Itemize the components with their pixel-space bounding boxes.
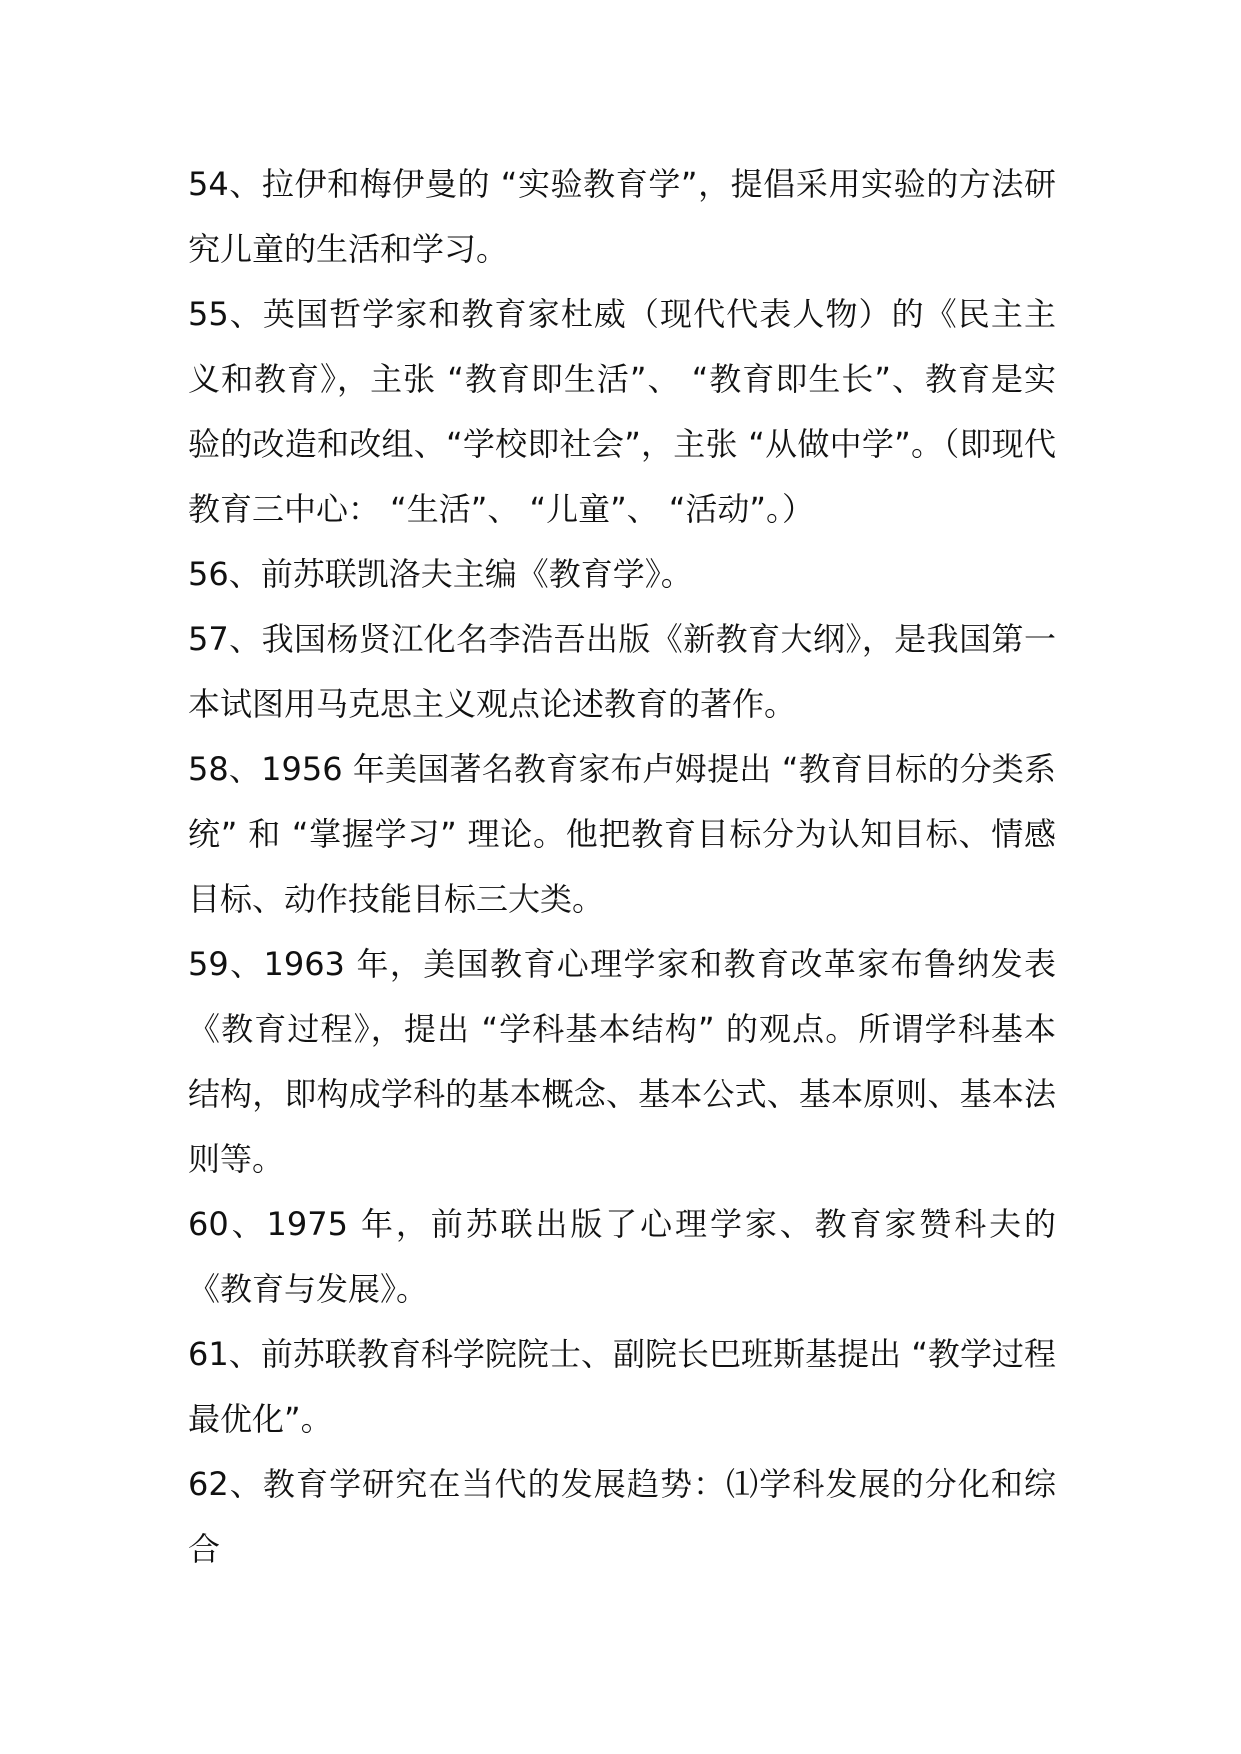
paragraph-56: 56、前苏联凯洛夫主编《教育学》。	[188, 555, 693, 593]
document-body	[188, 152, 1056, 1582]
paragraph-55: 55、英国哲学家和教育家杜威（现代代表人物）的《民主主义和教育》，主张 “教育即生活”、 “教育即生长”、教育是实验的改造和改组、“学校即社会”，主张 “从做中学”。（即现代教育三中心： “生活”、 “儿童”、 “活动”。）	[188, 295, 1056, 528]
paragraph-57: 57、我国杨贤江化名李浩吾出版《新教育大纲》，是我国第一本试图用马克思主义观点论述教育的著作。	[188, 620, 1056, 723]
paragraph-60: 60、1975 年，前苏联出版了心理学家、教育家赞科夫的《教育与发展》。	[188, 1205, 1056, 1308]
paragraph-58: 58、1956 年美国著名教育家布卢姆提出 “教育目标的分类系统” 和 “掌握学习” 理论。他把教育目标分为认知目标、情感目标、动作技能目标三大类。	[188, 750, 1056, 918]
paragraph-61: 61、前苏联教育科学院院士、副院长巴班斯基提出 “教学过程最优化”。	[188, 1335, 1056, 1438]
paragraph-59: 59、1963 年，美国教育心理学家和教育改革家布鲁纳发表《教育过程》，提出 “学科基本结构” 的观点。所谓学科基本结构，即构成学科的基本概念、基本公式、基本原则、基本法则等。	[188, 945, 1056, 1178]
paragraph-54: 54、拉伊和梅伊曼的 “实验教育学”，提倡采用实验的方法研究儿童的生活和学习。	[188, 165, 1056, 268]
paragraph-62: 62、教育学研究在当代的发展趋势：⑴学科发展的分化和综合	[188, 1465, 1056, 1568]
